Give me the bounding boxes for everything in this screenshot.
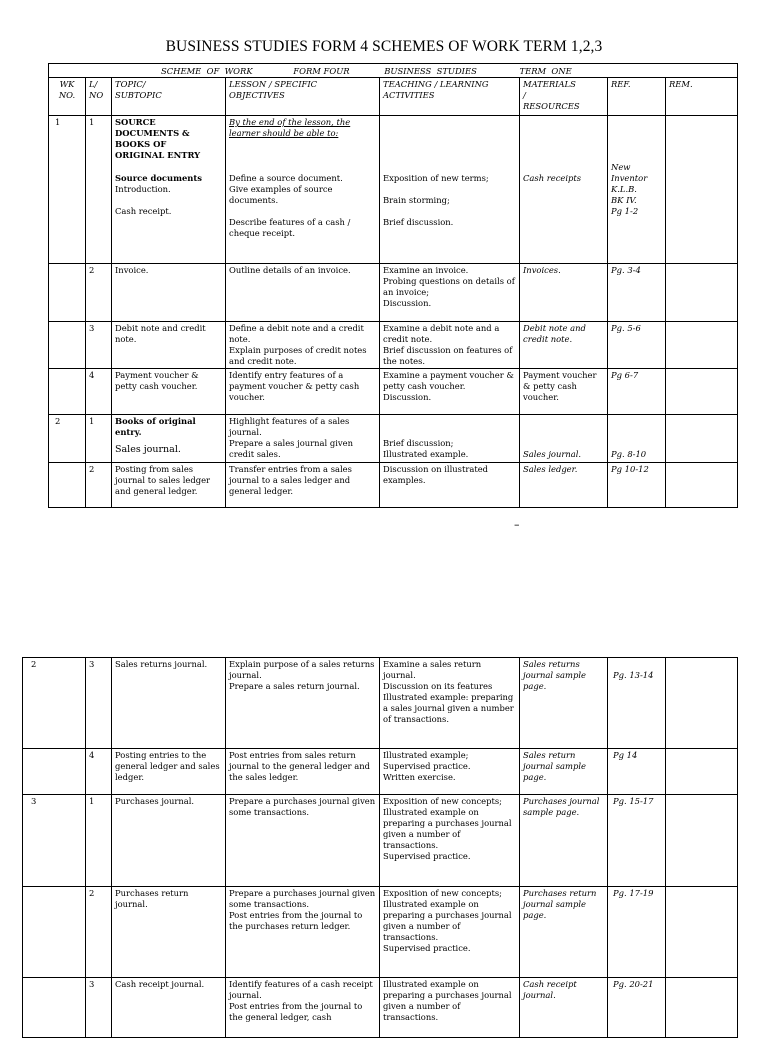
cell-teaching: Exposition of new concepts; Illustrated example on preparing a purchases journal given a number of transactions. Supervised practice. [380,795,520,887]
cell-lno: 4 [86,749,112,795]
table-row [23,749,738,795]
cell-lesson: Prepare a purchases journal given some transactions. Post entries from the journal to the purchases return ledger. [226,887,380,978]
cell-wk [23,887,86,978]
cell-rem [666,978,738,1038]
materials-text: Sales journal. [523,449,582,459]
cell-rem [666,795,738,887]
cell-ref [608,116,666,264]
cell-lesson: Post entries from sales return journal to the general ledger and the sales ledger. [226,749,380,795]
cell-ref: Pg. 13-14 [608,658,666,749]
cell-teaching [380,116,520,264]
cell-lesson: Define a debit note and a credit note. Explain purposes of credit notes and credit note. [226,322,380,369]
cell-wk: 1 [49,116,86,264]
scheme-table-part-2 [22,657,738,1038]
cell-materials: Invoices. [520,264,608,322]
cell-rem [666,116,738,264]
cell-teaching: Examine a payment voucher & petty cash voucher. Discussion. [380,369,520,415]
cell-ref [608,415,666,463]
cell-teaching: Illustrated example on preparing a purchases journal given a number of transactions. [380,978,520,1038]
cell-lno: 2 [86,264,112,322]
cell-ref: Pg 10-12 [608,463,666,508]
cell-wk: 2 [49,415,86,463]
cell-lno: 4 [86,369,112,415]
cell-lesson [226,116,380,264]
teaching-text: Exposition of new terms; Brain storming; Brief discussion. [383,173,489,227]
table-row [49,463,738,508]
cell-ref: Pg. 3-4 [608,264,666,322]
ref-text: Pg. 8-10 [611,449,647,459]
cell-wk: 3 [23,795,86,887]
cell-teaching: Examine an invoice. Probing questions on details of an invoice; Discussion. [380,264,520,322]
table-row [49,322,738,369]
cell-lesson: Highlight features of a sales journal. Prepare a sales journal given credit sales. [226,415,380,463]
cell-ref: Pg. 20-21 [608,978,666,1038]
cell-rem [666,415,738,463]
table-row [49,116,738,264]
cell-materials: Sales return journal sample page. [520,749,608,795]
cell-lno: 3 [86,322,112,369]
cell-lno: 3 [86,978,112,1038]
table-row [23,887,738,978]
cell-materials: Payment voucher & petty cash voucher. [520,369,608,415]
page-title: BUSINESS STUDIES FORM 4 SCHEMES OF WORK TERM 1,2,3 [165,38,603,55]
cell-rem [666,369,738,415]
cell-rem [666,264,738,322]
cell-materials [520,415,608,463]
scheme-table-part-1 [48,63,738,508]
cell-ref: Pg 6-7 [608,369,666,415]
cell-rem [666,463,738,508]
cell-topic: Sales returns journal. [112,658,226,749]
header-topic: TOPIC/ SUBTOPIC [112,78,226,116]
cell-wk [49,264,86,322]
cell-materials: Sales ledger. [520,463,608,508]
topic-subheading: Source documents [115,173,202,183]
table-row [23,658,738,749]
cell-ref: Pg. 17-19 [608,887,666,978]
cell-lno: 1 [86,415,112,463]
cell-wk [49,369,86,415]
header-wk: WK NO. [49,78,86,116]
stray-dash: – [514,518,520,531]
cell-lno: 3 [86,658,112,749]
cell-lno: 2 [86,887,112,978]
header-rem: REM. [666,78,738,116]
cell-teaching [380,415,520,463]
cell-ref: Pg 14 [608,749,666,795]
header-teaching: TEACHING / LEARNING ACTIVITIES [380,78,520,116]
cell-materials: Sales returns journal sample page. [520,658,608,749]
cell-wk [49,322,86,369]
cell-wk [49,463,86,508]
topic-heading: SOURCE DOCUMENTS & BOOKS OF ORIGINAL ENTRY [115,117,201,160]
table-row [23,978,738,1038]
table-row [49,264,738,322]
cell-lesson: Explain purpose of a sales returns journal. Prepare a sales return journal. [226,658,380,749]
cell-rem [666,322,738,369]
cell-topic: Debit note and credit note. [112,322,226,369]
materials-text: Cash receipts [523,173,582,183]
subheader-term: TERM ONE [519,66,572,76]
cell-materials: Purchases journal sample page. [520,795,608,887]
cell-rem [666,658,738,749]
cell-topic: Payment voucher & petty cash voucher. [112,369,226,415]
cell-ref: Pg. 5-6 [608,322,666,369]
cell-lesson: Prepare a purchases journal given some transactions. [226,795,380,887]
header-materials: MATERIALS / RESOURCES [520,78,608,116]
topic-text: Sales journal. [115,444,181,455]
cell-lesson: Identify features of a cash receipt journal. Post entries from the journal to the general ledger, cash [226,978,380,1038]
cell-lno: 2 [86,463,112,508]
subheader-form: FORM FOUR [293,66,350,76]
cell-topic: Purchases journal. [112,795,226,887]
cell-teaching: Examine a debit note and a credit note. Brief discussion on features of the notes. [380,322,520,369]
cell-topic: Cash receipt journal. [112,978,226,1038]
cell-teaching: Illustrated example; Supervised practice. Written exercise. [380,749,520,795]
cell-lesson: Identify entry features of a payment voucher & petty cash voucher. [226,369,380,415]
cell-topic: Purchases return journal. [112,887,226,978]
subheader-subject: BUSINESS STUDIES [384,66,477,76]
topic-heading: Books of original entry. [115,416,196,437]
header-lesson: LESSON / SPECIFIC OBJECTIVES [226,78,380,116]
cell-wk: 2 [23,658,86,749]
cell-materials: Purchases return journal sample page. [520,887,608,978]
teaching-text: Brief discussion; Illustrated example. [383,438,469,459]
subheader-scheme: SCHEME OF WORK [161,66,253,76]
cell-lesson: Outline details of an invoice. [226,264,380,322]
cell-teaching: Exposition of new concepts; Illustrated example on preparing a purchases journal given a number of transactions. Supervised practice. [380,887,520,978]
cell-teaching: Examine a sales return journal. Discussion on its features Illustrated example: preparing a sales journal given a number of transactions. [380,658,520,749]
lesson-intro: By the end of the lesson, the learner should be able to: [229,117,351,138]
cell-topic: Posting entries to the general ledger and sales ledger. [112,749,226,795]
cell-rem [666,887,738,978]
cell-ref: Pg. 15-17 [608,795,666,887]
cell-wk [23,749,86,795]
lesson-text: Define a source document. Give examples of source documents. Describe features of a cash / cheque receipt. [229,173,351,238]
cell-topic [112,116,226,264]
cell-lno: 1 [86,116,112,264]
cell-materials: Debit note and credit note. [520,322,608,369]
table-row [23,795,738,887]
cell-wk [23,978,86,1038]
cell-topic [112,415,226,463]
cell-teaching: Discussion on illustrated examples. [380,463,520,508]
cell-topic: Posting from sales journal to sales ledger and general ledger. [112,463,226,508]
cell-materials: Cash receipt journal. [520,978,608,1038]
subheader-row [49,64,738,78]
cell-materials [520,116,608,264]
table-row [49,415,738,463]
header-row [49,78,738,116]
topic-text: Introduction. Cash receipt. [115,184,172,216]
ref-text: New Inventor K.L.B. BK IV. Pg 1-2 [611,162,648,216]
header-lno: L/ NO [86,78,112,116]
cell-lesson: Transfer entries from a sales journal to a sales ledger and general ledger. [226,463,380,508]
header-ref: REF. [608,78,666,116]
table-row [49,369,738,415]
cell-lno: 1 [86,795,112,887]
cell-rem [666,749,738,795]
cell-topic: Invoice. [112,264,226,322]
